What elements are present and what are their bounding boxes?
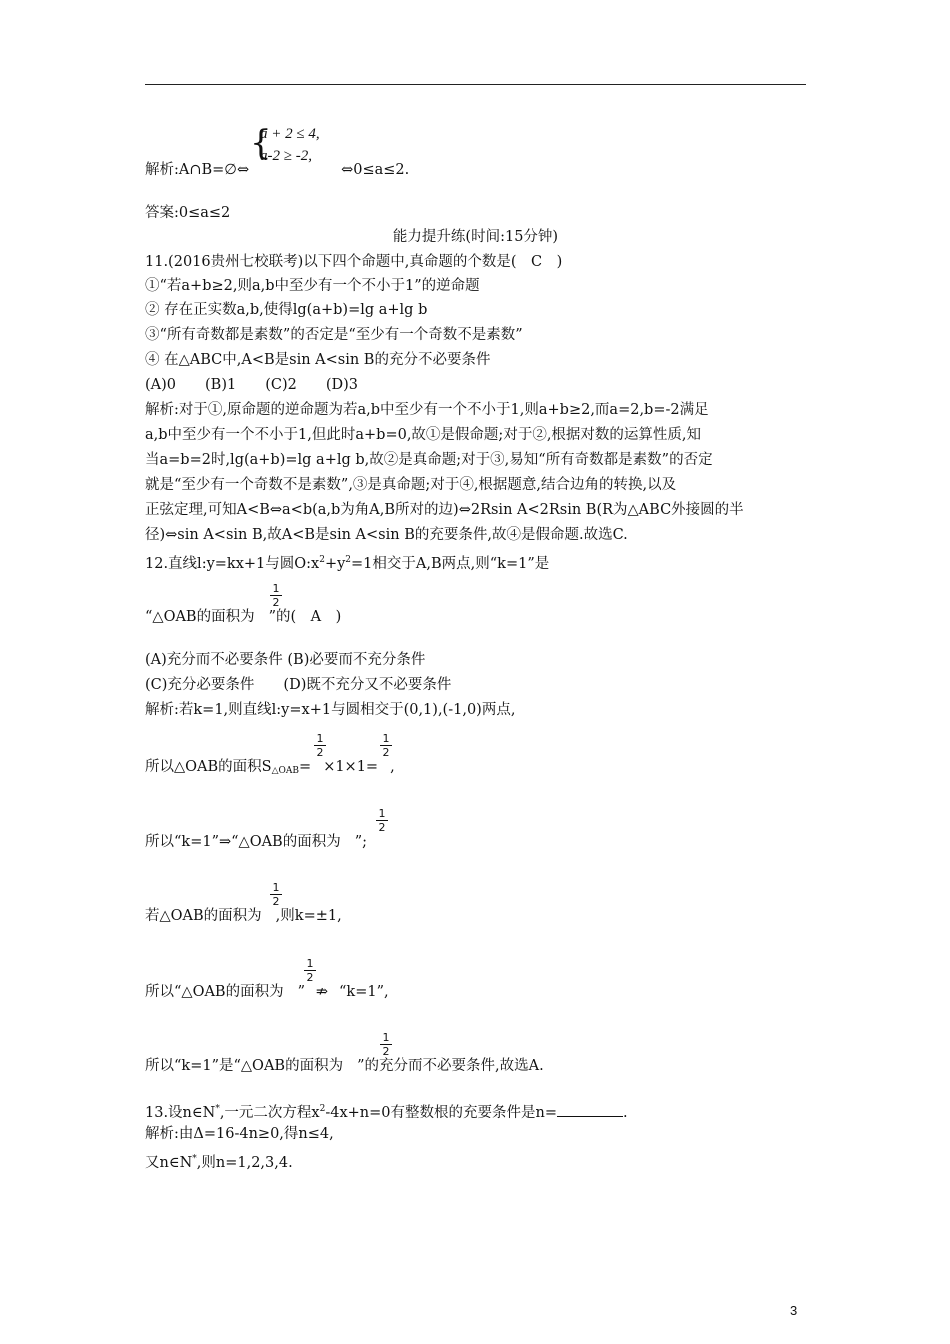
q13-text-c: -4x+n=0有整数根的充要条件是n= [325, 1105, 558, 1121]
q13-square: 2 [319, 1104, 326, 1114]
fraction-den: 2 [272, 895, 280, 908]
fraction-num: 1 [314, 733, 326, 746]
system-row-1: a + 2 ≤ 4, [260, 126, 320, 142]
q12-text-a: 12.直线l:y=kx+1与圆O:x [145, 556, 320, 572]
fraction-den: 2 [382, 746, 390, 759]
implication-text: 所以“k=1”⇒“△OAB的面积为 [145, 834, 341, 850]
s13-text-b: ,则n=1,2,3,4. [196, 1155, 293, 1171]
fraction-half [270, 583, 282, 608]
left-brace-icon: { [250, 123, 272, 163]
solution-13-line-1: 解析:由Δ=16-4n≥0,得n≤4, [145, 1126, 334, 1142]
fraction-den: 2 [316, 746, 324, 759]
equals: = [299, 759, 312, 775]
area-text: 所以△OAB的面积S [145, 759, 272, 775]
page-number: 3 [790, 1303, 798, 1318]
question-12-options-1: (A)充分而不必要条件 (B)必要而不充分条件 [145, 652, 426, 668]
system-row-2: a-2 ≥ -2, [260, 148, 312, 164]
area-subscript: △OAB [271, 766, 300, 776]
fraction-num: 1 [304, 958, 316, 971]
s13-text-a: 又n∈N [145, 1155, 193, 1171]
solution-12-line-1: 解析:若k=1,则直线l:y=x+1与圆相交于(0,1),(-1,0)两点, [145, 702, 516, 718]
solution-10-text: 解析:A∩B=∅⇔ [145, 162, 250, 178]
solution-12-line-3 [145, 832, 367, 852]
question-11-item-1: ①“若a+b≥2,则a,b中至少有一个不小于1”的逆命题 [145, 278, 480, 294]
fraction-num: 1 [380, 733, 392, 746]
solution-13-line-2 [145, 1149, 293, 1173]
fraction-num: 1 [380, 1032, 392, 1045]
q13-star: * [215, 1104, 220, 1114]
fraction-den: 2 [272, 596, 280, 609]
fraction-half [270, 882, 282, 907]
fraction-den: 2 [382, 1045, 390, 1058]
comma: , [390, 759, 395, 775]
converse-result: ,则k=±1, [275, 908, 342, 924]
question-11: 11.(2016贵州七校联考)以下四个命题中,真命题的个数是( C ) [145, 254, 563, 270]
fraction-half [304, 958, 316, 983]
solution-11-line-4: 就是“至少有一个奇数不是素数”,③是真命题;对于④,根据题意,结合边角的转换,以及 [145, 477, 677, 493]
question-11-item-2: ② 存在正实数a,b,使得lg(a+b)=lg a+lg b [145, 302, 428, 318]
q13-text-b: ,一元二次方程x [219, 1105, 320, 1121]
solution-12-line-2 [145, 757, 395, 781]
q12-sup-2: 2 [345, 555, 352, 565]
q12-sup-1: 2 [319, 555, 325, 565]
solution-12-line-4 [145, 906, 342, 926]
solution-12-line-5 [145, 982, 389, 1002]
fraction-half [380, 733, 392, 758]
q12-area-text: “△OAB的面积为 [145, 609, 255, 625]
solution-11-line-6: 径)⇔sin A<sin B,故A<B是sin A<sin B的充要条件,故④是假命题.故选C. [145, 527, 628, 543]
question-13 [145, 1099, 628, 1123]
fraction-num: 1 [270, 882, 282, 895]
question-12-line-1 [145, 550, 549, 574]
solution-11-line-3: 当a=b=2时,lg(a+b)=lg a+lg b,故②是真命题;对于③,易知“所有奇数都是素数”的否定 [145, 452, 713, 468]
fraction-den: 2 [306, 971, 314, 984]
solution-11-line-2: a,b中至少有一个不小于1,但此时a+b=0,故①是假命题;对于②,根据对数的运算性质,知 [145, 427, 702, 443]
converse-text: 若△OAB的面积为 [145, 908, 262, 924]
s13-star: * [192, 1154, 197, 1164]
conclusion-end: ”的充分而不必要条件,故选A. [357, 1058, 544, 1074]
fraction-num: 1 [270, 583, 282, 596]
product-text: ×1×1= [323, 759, 379, 775]
fraction-half [380, 1032, 392, 1057]
answer-blank [557, 1102, 623, 1117]
solution-12-line-6 [145, 1056, 544, 1076]
question-11-options: (A)0 (B)1 (C)2 (D)3 [145, 377, 359, 393]
section-title: 能力提升练(时间:15分钟) [392, 229, 559, 245]
q12-text-c: =1相交于A,B两点,则“k=1”是 [351, 556, 550, 572]
q13-text-a: 13.设n∈N [145, 1105, 216, 1121]
fraction-num: 1 [376, 808, 388, 821]
q12-choice-text: ”的( A ) [268, 609, 342, 625]
solution-11-line-5: 正弦定理,可知A<B⇔a<b(a,b为角A,B所对的边)⇔2Rsin A<2Rsin B(R为△ABC外接圆的半 [145, 502, 744, 518]
fraction-den: 2 [378, 821, 386, 834]
question-12-line-2 [145, 607, 341, 627]
solution-11-line-1: 解析:对于①,原命题的逆命题为若a,b中至少有一个不小于1,则a+b≥2,而a=2,b=-2满足 [145, 402, 709, 418]
not-implies-text: 所以“△OAB的面积为 [145, 984, 284, 1000]
quote-close: ” [297, 984, 305, 1000]
conclusion-text: 所以“k=1”是“△OAB的面积为 [145, 1058, 344, 1074]
solution-10-result: ⇔0≤a≤2. [341, 162, 410, 178]
question-11-item-3: ③“所有奇数都是素数”的否定是“至少有一个奇数不是素数” [145, 327, 523, 343]
fraction-half [314, 733, 326, 758]
answer-10: 答案:0≤a≤2 [145, 205, 231, 221]
solution-10-line [145, 160, 409, 180]
header-rule [145, 84, 806, 85]
question-11-item-4: ④ 在△ABC中,A<B是sin A<sin B的充分不必要条件 [145, 352, 491, 368]
question-12-options-2: (C)充分必要条件 (D)既不充分又不必要条件 [145, 677, 452, 693]
not-implies-icon: ⇏ [315, 984, 329, 1000]
implication-end: ”; [354, 834, 368, 850]
k-equals-one: “k=1”, [339, 984, 389, 1000]
q12-text-b: +y [324, 556, 346, 572]
fraction-half [376, 808, 388, 833]
q13-period: . [623, 1105, 628, 1121]
